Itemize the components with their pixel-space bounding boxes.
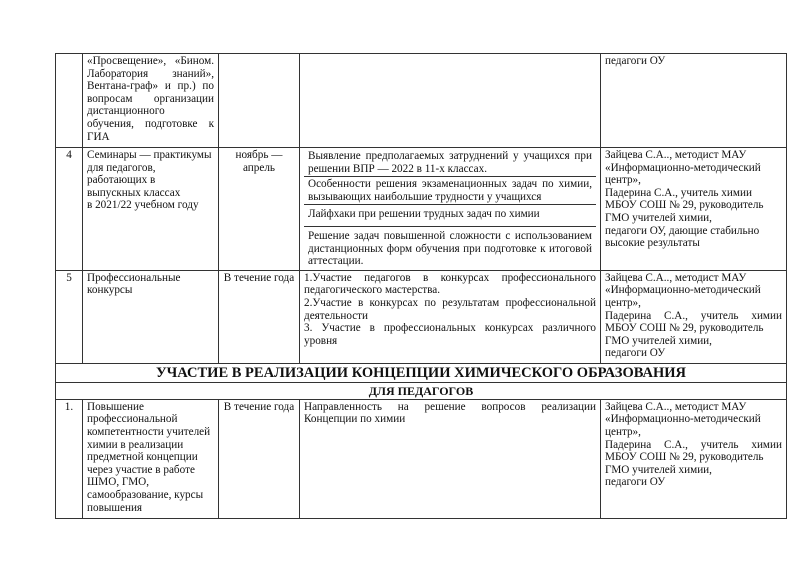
content-cell: Направленность на решение вопросов реализации Концепции по химии <box>300 399 601 518</box>
responsible-line: высокие результаты <box>605 237 700 250</box>
event-line: химии в реализации <box>87 438 184 451</box>
event-cell <box>83 148 219 271</box>
content-item: Решение задач повышенной сложности с использованием дистанционных форм обучения при подготовке к итоговой аттестации. <box>308 229 592 268</box>
period-cell: В течение года <box>219 399 300 518</box>
responsible-cell <box>601 270 787 363</box>
responsible-line: центр», <box>605 296 641 309</box>
event-line: повышения <box>87 501 143 514</box>
row-number-cell: 4 <box>56 148 83 271</box>
section-heading-row <box>56 363 787 382</box>
responsible-cell <box>601 148 787 271</box>
content-item: Особенности решения экзаменационных задач по химии, вызывающих наибольшие трудности у учащихся <box>304 177 596 205</box>
responsible-line: центр», <box>605 174 641 187</box>
responsible-line: «Информационно-методический <box>605 413 761 426</box>
event-line: для педагогов, <box>87 161 156 174</box>
event-cell <box>83 399 219 518</box>
responsible-line: Падерина С.А., учитель химии МБОУ СОШ № 29, руководитель <box>605 309 782 335</box>
content-item: Лайфхаки при решении трудных задач по химии <box>304 205 596 227</box>
event-line: через участие в работе <box>87 463 195 476</box>
responsible-cell <box>601 399 787 518</box>
content-item: 2.Участие в конкурсах по результатам профессиональной деятельности <box>304 296 596 322</box>
period-cell: ноябрь — апрель <box>219 148 300 271</box>
content-item: 3. Участие в профессиональных конкурсах различного уровня <box>304 322 596 347</box>
subsection-heading: ДЛЯ ПЕДАГОГОВ <box>56 382 787 399</box>
period-cell <box>219 54 300 148</box>
section-heading: УЧАСТИЕ В РЕАЛИЗАЦИИ КОНЦЕПЦИИ ХИМИЧЕСКОГО ОБРАЗОВАНИЯ <box>56 363 787 382</box>
responsible-line: педагоги ОУ <box>605 476 666 489</box>
responsible-line: Зайцева С.А.., методист МАУ <box>605 400 747 413</box>
responsible-cell: педагоги ОУ <box>601 54 787 148</box>
plan-table <box>55 53 787 519</box>
responsible-line: Зайцева С.А.., методист МАУ <box>605 149 747 161</box>
table-row <box>56 148 787 271</box>
responsible-line: Зайцева С.А.., методист МАУ <box>605 271 747 284</box>
event-line: ШМО, ГМО, <box>87 476 150 489</box>
event-line: конкурсы <box>87 284 133 297</box>
event-cell <box>83 270 219 363</box>
event-line: в 2021/22 учебном году <box>87 199 199 212</box>
responsible-line: Падерина С.А., учитель химии МБОУ СОШ № 29, руководитель <box>605 438 782 464</box>
responsible-line: «Информационно-методический <box>605 161 761 174</box>
event-cell: «Просвещение», «Бином. Лаборатория знаний», Вентана-граф» и пр.) по вопросам организации дистанционного обучения, подготовке к ГИА <box>83 54 219 148</box>
content-cell <box>300 148 601 271</box>
responsible-line: ГМО учителей химии, <box>605 463 712 476</box>
event-line: Повышение <box>87 400 144 413</box>
event-line: предметной концепции <box>87 451 198 464</box>
event-line: самообразование, курсы <box>87 488 204 501</box>
table-row <box>56 270 787 363</box>
table-row <box>56 399 787 518</box>
responsible-line: Падерина С.А., учитель химии <box>605 186 752 199</box>
event-line: выпускных классах <box>87 186 181 199</box>
responsible-line: «Информационно-методический <box>605 284 761 297</box>
event-line: Профессиональные <box>87 271 181 284</box>
event-line: профессиональной <box>87 413 178 426</box>
content-item: 1.Участие педагогов в конкурсах профессионального педагогического мастерства. <box>304 271 596 297</box>
responsible-line: ГМО учителей химии, <box>605 211 712 224</box>
subsection-heading-row <box>56 382 787 399</box>
responsible-line: педагоги ОУ <box>605 347 666 360</box>
responsible-line: ГМО учителей химии, <box>605 334 712 347</box>
event-line: компетентности учителей <box>87 425 211 438</box>
row-number-cell <box>56 54 83 148</box>
responsible-line: центр», <box>605 425 641 438</box>
table-row <box>56 54 787 148</box>
content-cell <box>300 270 601 363</box>
event-line: Семинары — практикумы <box>87 149 212 161</box>
content-cell <box>300 54 601 148</box>
period-cell: В течение года <box>219 270 300 363</box>
row-number-cell: 1. <box>56 399 83 518</box>
responsible-line: педагоги ОУ, дающие стабильно <box>605 224 760 237</box>
row-number-cell: 5 <box>56 270 83 363</box>
content-item: Выявление предполагаемых затруднений у учащихся при решении ВПР — 2022 в 11-х классах. <box>304 149 596 177</box>
responsible-line: МБОУ СОШ № 29, руководитель <box>605 199 764 212</box>
event-line: работающих в <box>87 174 156 187</box>
